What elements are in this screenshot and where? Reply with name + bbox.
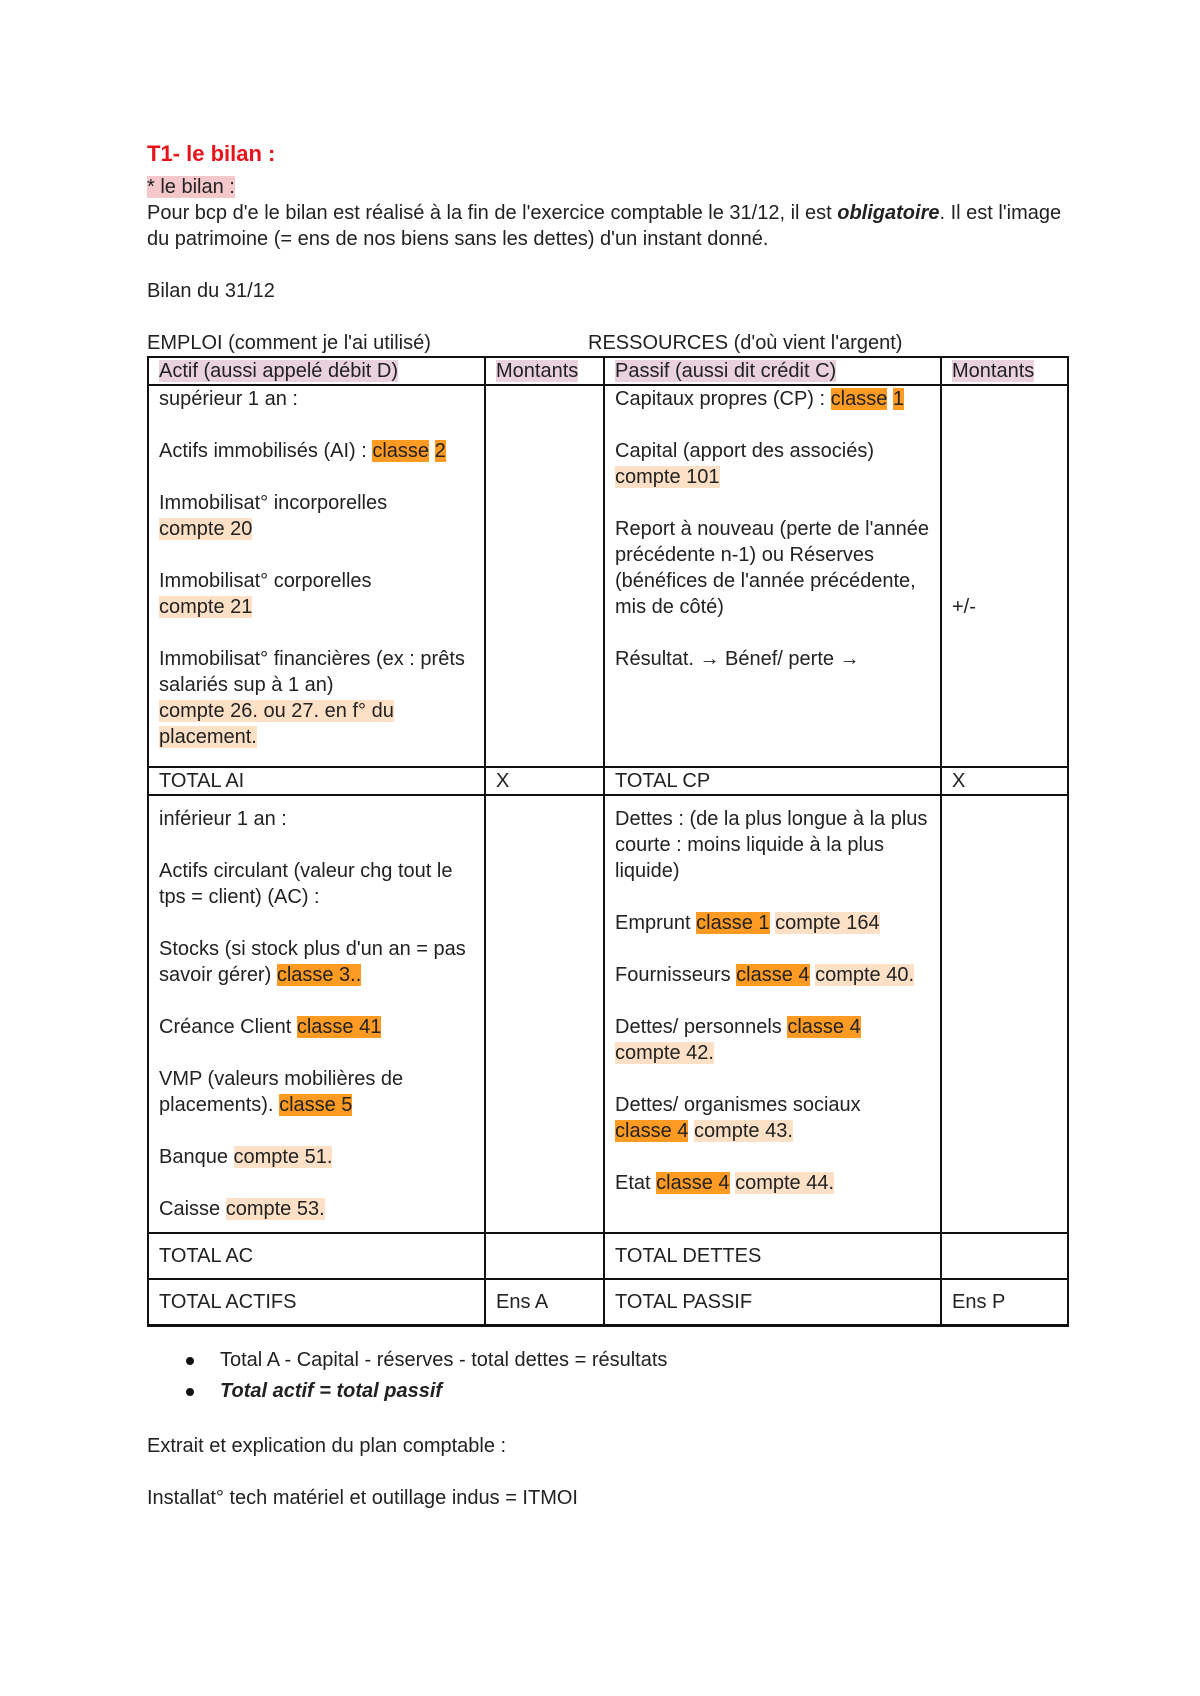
cell-actifs-immobilises: supérieur 1 an : Actifs immobilisés (AI) : classe 2 Immobilisat° incorporelles compte 20 Immobilisat° corporelles compte 21 Immobilisat° financières (ex : prêts salariés sup à 1 an) compte 26. ou 27. en f° du placement. xyxy=(148,385,485,767)
ressources-label: RESSOURCES (d'où vient l'argent) xyxy=(588,332,903,354)
header-actif: Actif (aussi appelé débit D) xyxy=(148,357,485,385)
total-cp: TOTAL CP xyxy=(604,767,941,795)
total-dettes-amount xyxy=(941,1233,1068,1279)
intro-paragraph xyxy=(147,200,1067,252)
table-header-row xyxy=(148,357,1068,385)
bullet-item: Total actif = total passif xyxy=(220,1376,1067,1407)
total-dettes: TOTAL DETTES xyxy=(604,1233,941,1279)
bilan-table xyxy=(147,356,1069,1327)
document-page xyxy=(147,140,1067,1511)
header-passif: Passif (aussi dit crédit C) xyxy=(604,357,941,385)
bilan-date: Bilan du 31/12 xyxy=(147,280,275,302)
cell-actifs-circulants: inférieur 1 an : Actifs circulant (valeur chg tout le tps = client) (AC) : Stocks (si stock plus d'un an = pas savoir gérer) classe 3.. Créance Client classe 41 VMP (valeurs mobilières de placements). classe 5 Banque compte 51. Caisse compte 53. xyxy=(148,795,485,1233)
intro-text-start: Pour bcp d'e le bilan est réalisé à la fin de l'exercice comptable le 31/12, il est xyxy=(147,202,838,224)
total-passif: TOTAL PASSIF xyxy=(604,1279,941,1326)
table-row-total-ai xyxy=(148,767,1068,795)
cell-montant-ai xyxy=(485,385,604,767)
table-row-total-ac xyxy=(148,1233,1068,1279)
cell-capitaux-propres: Capitaux propres (CP) : classe 1 Capital (apport des associés) compte 101 Report à nouveau (perte de l'année précédente n-1) ou Réserves (bénéfices de l'année précédente, mis de côté) Résultat. → Bénef/ perte → xyxy=(604,385,941,767)
cell-montant-cp: +/- xyxy=(941,385,1068,767)
subtitle-highlight: * le bilan : xyxy=(147,176,235,198)
intro-bold-word: obligatoire xyxy=(837,202,940,224)
header-montants-actif: Montants xyxy=(485,357,604,385)
total-actifs: TOTAL ACTIFS xyxy=(148,1279,485,1326)
subtitle xyxy=(147,174,1067,200)
total-ai-amount: X xyxy=(485,767,604,795)
total-cp-amount: X xyxy=(941,767,1068,795)
table-row-short-term xyxy=(148,795,1068,1233)
cell-dettes: Dettes : (de la plus longue à la plus courte : moins liquide à la plus liquide) Emprunt classe 1 compte 164 Fournisseurs classe 4 compte 40. Dettes/ personnels classe 4 compte 42. Dettes/ organismes sociaux classe 4 compte 43. Etat classe 4 compte 44. xyxy=(604,795,941,1233)
total-actifs-amount: Ens A xyxy=(485,1279,604,1326)
table-row-totals xyxy=(148,1279,1068,1326)
cell-montant-dettes xyxy=(941,795,1068,1233)
header-montants-passif: Montants xyxy=(941,357,1068,385)
table-column-labels xyxy=(147,330,1067,356)
cell-montant-ac xyxy=(485,795,604,1233)
total-ac-amount xyxy=(485,1233,604,1279)
page-title: T1- le bilan : xyxy=(147,141,276,166)
bullet-item: Total A - Capital - réserves - total dettes = résultats xyxy=(220,1345,1067,1376)
table-row-long-term xyxy=(148,385,1068,767)
summary-bullets xyxy=(147,1345,1067,1407)
extrait-heading: Extrait et explication du plan comptable : xyxy=(147,1435,507,1457)
intro-text-end: . Il est l'image du patrimoine (= ens de nos biens sans les dettes) d'un instant donné. xyxy=(147,202,1062,250)
total-passif-amount: Ens P xyxy=(941,1279,1068,1326)
itmoi-line: Installat° tech matériel et outillage indus = ITMOI xyxy=(147,1487,578,1509)
total-ac: TOTAL AC xyxy=(148,1233,485,1279)
total-ai: TOTAL AI xyxy=(148,767,485,795)
emploi-label: EMPLOI (comment je l'ai utilisé) xyxy=(147,332,431,354)
